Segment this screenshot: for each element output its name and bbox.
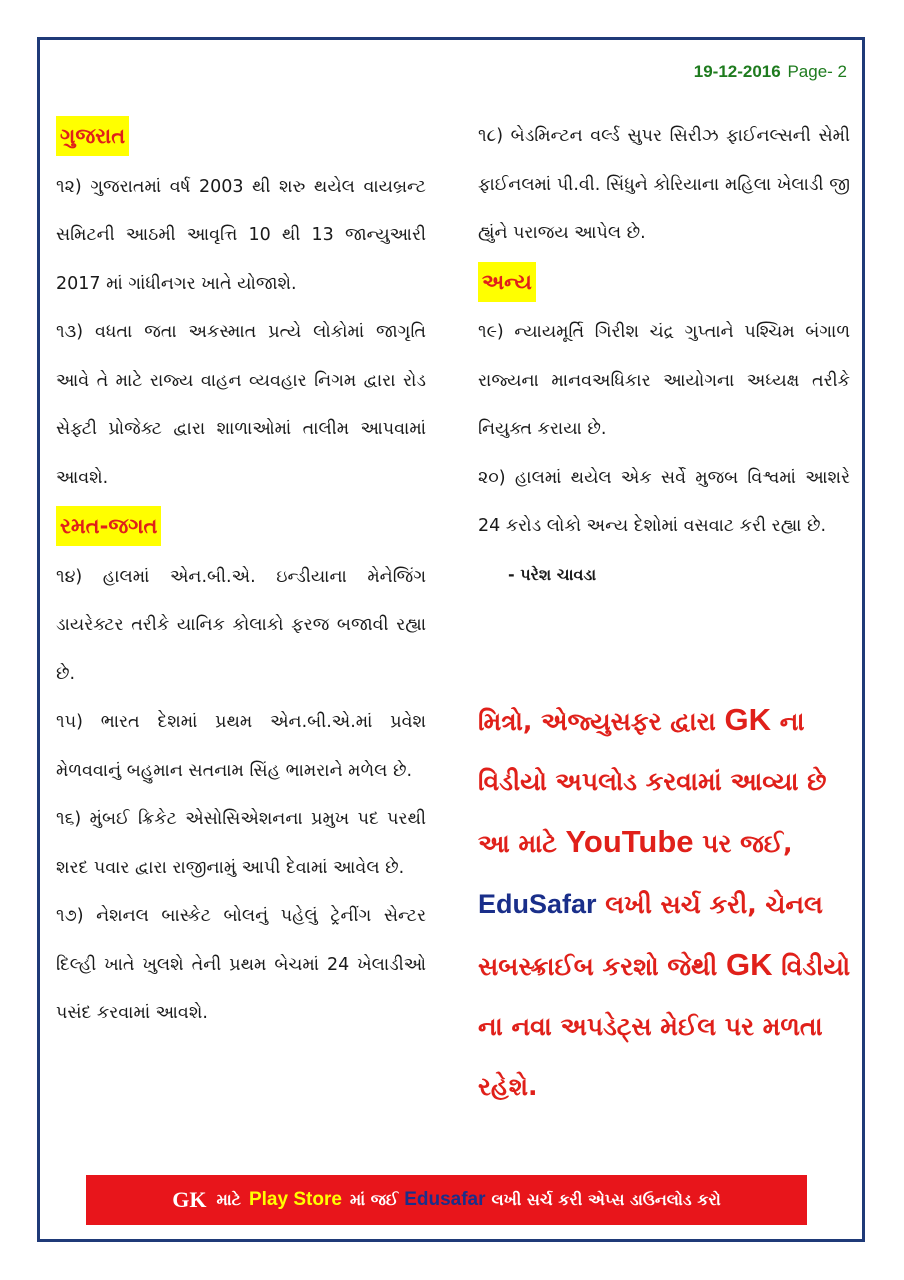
promo-message <box>478 690 858 1117</box>
news-item: ૨૦) હાલમાં થયેલ એક સર્વે મુજબ વિશ્વમાં આશરે 24 કરોડ લોકો અન્ય દેશોમાં વસવાટ કરી રહ્યા છે. <box>478 467 850 536</box>
section-title-gujarat: ગુજરાત <box>56 116 129 156</box>
news-item: ૧૪) હાલમાં એન.બી.એ. ઇન્ડીયાના મેનેજિંગ ડાયરેક્ટર તરીકે યાનિક કોલાકો ફરજ બજાવી રહ્યા છે. <box>56 566 426 684</box>
banner-text: માટે <box>216 1190 241 1209</box>
news-item: ૧૫) ભારત દેશમાં પ્રથમ એન.બી.એ.માં પ્રવેશ મેળવવાનું બહુમાન સતનામ સિંહ ભામરાને મળેલ છે. <box>56 712 426 781</box>
promo-text: વિડીયો ના નવા અપડેટ્સ મેઈલ પર મળતા રહેશે. <box>478 952 851 1101</box>
left-column <box>56 112 426 1038</box>
news-item: ૧૬) મુંબઈ ક્રિકેટ એસોસિએશનના પ્રમુખ પદ પરથી શરદ પવાર દ્વારા રાજીનામું આપી દેવામાં આવેલ છે. <box>56 809 426 878</box>
header-page: Page- 2 <box>787 62 847 81</box>
banner-gk: GK <box>172 1187 207 1212</box>
banner-play-store: Play Store <box>248 1189 342 1210</box>
promo-text: મિત્રો, એજ્યુસફર દ્વારા <box>478 707 725 736</box>
promo-text: ના વિડીયો અપલોડ કરવામાં આવ્યા છે આ માટે <box>478 707 827 858</box>
news-item: ૧૭) નેશનલ બાસ્કેટ બોલનું પહેલું ટ્રેનીંગ સેન્ટર દિલ્હી ખાતે ખુલશે તેની પ્રથમ બેચમાં 24 ખેલાડીઓ પસંદ કરવામાં આવશે. <box>56 906 426 1023</box>
footer-banner <box>86 1175 807 1225</box>
author-signature: - પરેશ ચાવડા <box>508 564 597 584</box>
page-header <box>694 62 847 82</box>
promo-text: પર જઈ, <box>693 829 793 858</box>
header-date: 19-12-2016 <box>693 62 781 81</box>
news-item: ૧૮) બેડમિન્ટન વર્લ્ડ સુપર સિરીઝ ફાઈનલ્સની સેમી ફાઈનલમાં પી.વી. સિંધુને કોરિયાના મહિલા ખેલાડી જી હ્યુંને પરાજય આપેલ છે. <box>478 126 850 243</box>
news-item: ૧૯) ન્યાયમૂર્તિ ગિરીશ ચંદ્ર ગુપ્તાને પશ્ચિમ બંગાળ રાજ્યના માનવઅધિકાર આયોગના અધ્યક્ષ તરીકે નિયુક્ત કરાયા છે. <box>478 322 850 439</box>
promo-text: લખી સર્ચ કરી, ચેનલ સબસ્ક્રાઈબ કરશો જેથી <box>478 890 823 981</box>
banner-edusafar: Edusafar <box>404 1189 486 1210</box>
promo-youtube: YouTube <box>565 824 694 859</box>
news-item: ૧૨) ગુજરાતમાં વર્ષ 2003 થી શરુ થયેલ વાયબ્રન્ટ સમિટની આઠમી આવૃત્તિ 10 થી 13 જાન્યુઆરી 2017 માં ગાંધીનગર ખાતે યોજાશે. <box>56 176 426 294</box>
promo-gk: GK <box>724 702 772 737</box>
banner-text: લખી સર્ચ કરી એપ્સ ડાઉનલોડ કરો <box>491 1190 721 1209</box>
promo-gk: GK <box>726 947 773 982</box>
right-column <box>478 112 850 599</box>
news-item: ૧૩) વધતા જતા અકસ્માત પ્રત્યે લોકોમાં જાગૃતિ આવે તે માટે રાજ્ય વાહન વ્યવહાર નિગમ દ્વારા રોડ સેફ્ટી પ્રોજેક્ટ દ્વારા શાળાઓમાં તાલીમ આપવામાં આવશે. <box>56 322 426 488</box>
promo-edusafar: EduSafar <box>478 889 597 919</box>
section-title-sports: રમત-જગત <box>56 506 161 546</box>
section-title-other: અન્ય <box>478 262 536 302</box>
banner-text: માં જઈ <box>349 1190 399 1209</box>
